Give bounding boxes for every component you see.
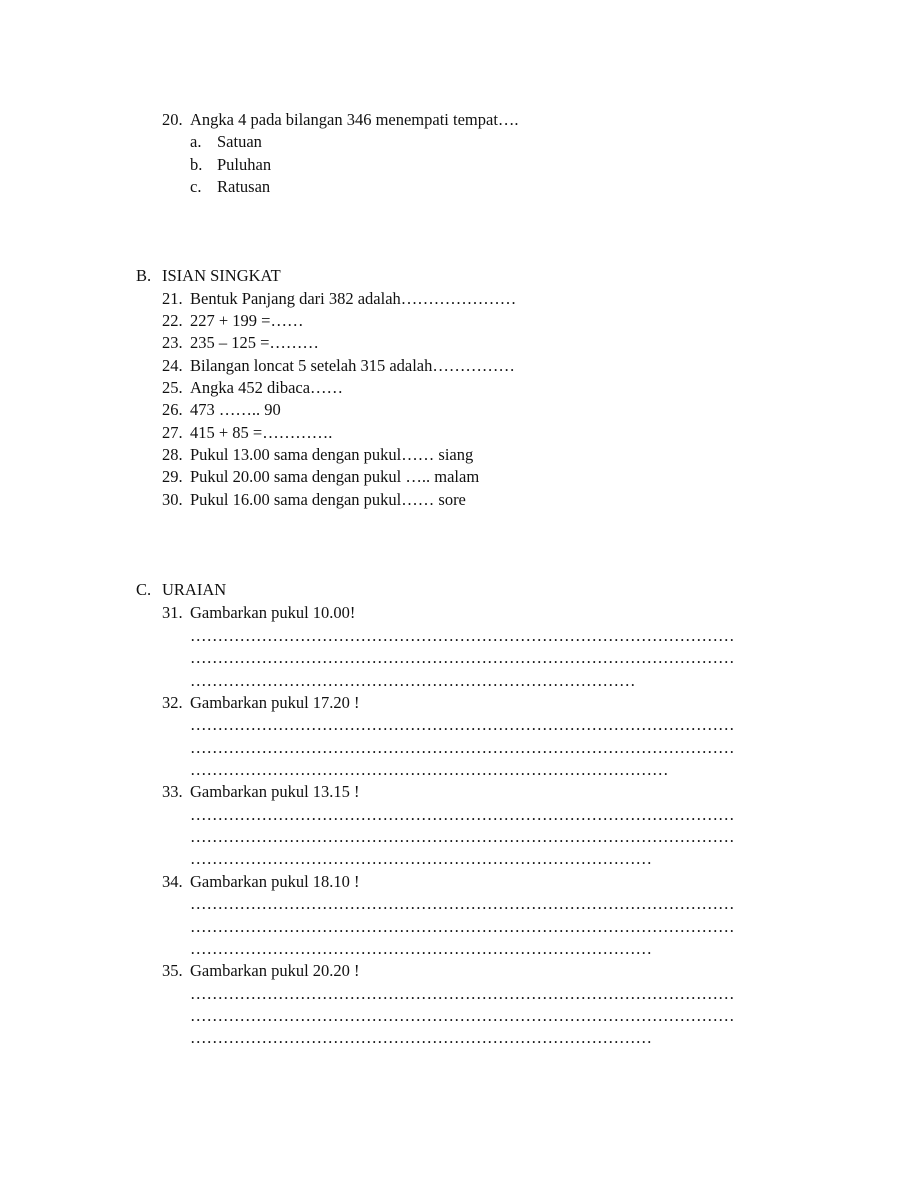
section-title: URAIAN bbox=[162, 580, 227, 599]
answer-line: ………………………………………………………………………… bbox=[190, 939, 652, 958]
answer-line: ………………………………………………………………………… bbox=[190, 849, 652, 868]
question-text: Angka 452 dibaca…… bbox=[190, 378, 344, 397]
answer-line: ……………………………………………………………………………………… bbox=[190, 894, 735, 913]
question-number: 24. bbox=[162, 356, 183, 375]
answer-line: ……………………………………………………………………………………… bbox=[190, 827, 735, 846]
option-text: Satuan bbox=[217, 132, 262, 151]
option-letter: a. bbox=[190, 132, 202, 151]
question-number: 20. bbox=[162, 110, 183, 129]
question-number: 26. bbox=[162, 400, 183, 419]
option-text: Puluhan bbox=[217, 155, 272, 174]
answer-line: ……………………………………………………………………………………… bbox=[190, 984, 735, 1003]
answer-line: ………………………………………………………………………… bbox=[190, 1028, 652, 1047]
question-text: Angka 4 pada bilangan 346 menempati tempat…. bbox=[190, 110, 519, 129]
answer-line: …………………………………………………………………………… bbox=[190, 760, 669, 779]
question-text: Gambarkan pukul 20.20 ! bbox=[190, 961, 360, 980]
question-text: 227 + 199 =…… bbox=[190, 311, 304, 330]
question-number: 32. bbox=[162, 693, 183, 712]
option-text: Ratusan bbox=[217, 177, 271, 196]
question-number: 30. bbox=[162, 490, 183, 509]
question-number: 28. bbox=[162, 445, 183, 464]
question-number: 22. bbox=[162, 311, 183, 330]
answer-line: ……………………………………………………………………………………… bbox=[190, 648, 735, 667]
question-text: Gambarkan pukul 17.20 ! bbox=[190, 693, 360, 712]
question-text: Gambarkan pukul 13.15 ! bbox=[190, 782, 360, 801]
question-number: 35. bbox=[162, 961, 183, 980]
section-letter: C. bbox=[136, 580, 152, 599]
answer-line: ……………………………………………………………………………………… bbox=[190, 1006, 735, 1025]
section-letter: B. bbox=[136, 266, 152, 285]
question-text: 473 …….. 90 bbox=[190, 400, 281, 419]
answer-line: ……………………………………………………………………………………… bbox=[190, 917, 735, 936]
question-text: Gambarkan pukul 18.10 ! bbox=[190, 872, 360, 891]
question-text: Bilangan loncat 5 setelah 315 adalah…………… bbox=[190, 356, 515, 375]
question-number: 31. bbox=[162, 603, 183, 622]
question-text: Pukul 13.00 sama dengan pukul…… siang bbox=[190, 445, 474, 464]
question-text: Pukul 20.00 sama dengan pukul ….. malam bbox=[190, 467, 480, 486]
answer-line: ……………………………………………………………………… bbox=[190, 671, 636, 690]
question-number: 29. bbox=[162, 467, 183, 486]
answer-line: ……………………………………………………………………………………… bbox=[190, 738, 735, 757]
question-text: Bentuk Panjang dari 382 adalah………………… bbox=[190, 289, 517, 308]
answer-line: ……………………………………………………………………………………… bbox=[190, 626, 735, 645]
question-text: 415 + 85 =…………. bbox=[190, 423, 333, 442]
question-text: Gambarkan pukul 10.00! bbox=[190, 603, 356, 622]
question-text: 235 – 125 =……… bbox=[190, 333, 319, 352]
answer-line: ……………………………………………………………………………………… bbox=[190, 805, 735, 824]
answer-line: ……………………………………………………………………………………… bbox=[190, 715, 735, 734]
question-text: Pukul 16.00 sama dengan pukul…… sore bbox=[190, 490, 466, 509]
question-number: 25. bbox=[162, 378, 183, 397]
question-number: 23. bbox=[162, 333, 183, 352]
question-number: 27. bbox=[162, 423, 183, 442]
question-number: 21. bbox=[162, 289, 183, 308]
question-number: 33. bbox=[162, 782, 183, 801]
section-title: ISIAN SINGKAT bbox=[162, 266, 281, 285]
option-letter: b. bbox=[190, 155, 203, 174]
question-number: 34. bbox=[162, 872, 183, 891]
option-letter: c. bbox=[190, 177, 202, 196]
